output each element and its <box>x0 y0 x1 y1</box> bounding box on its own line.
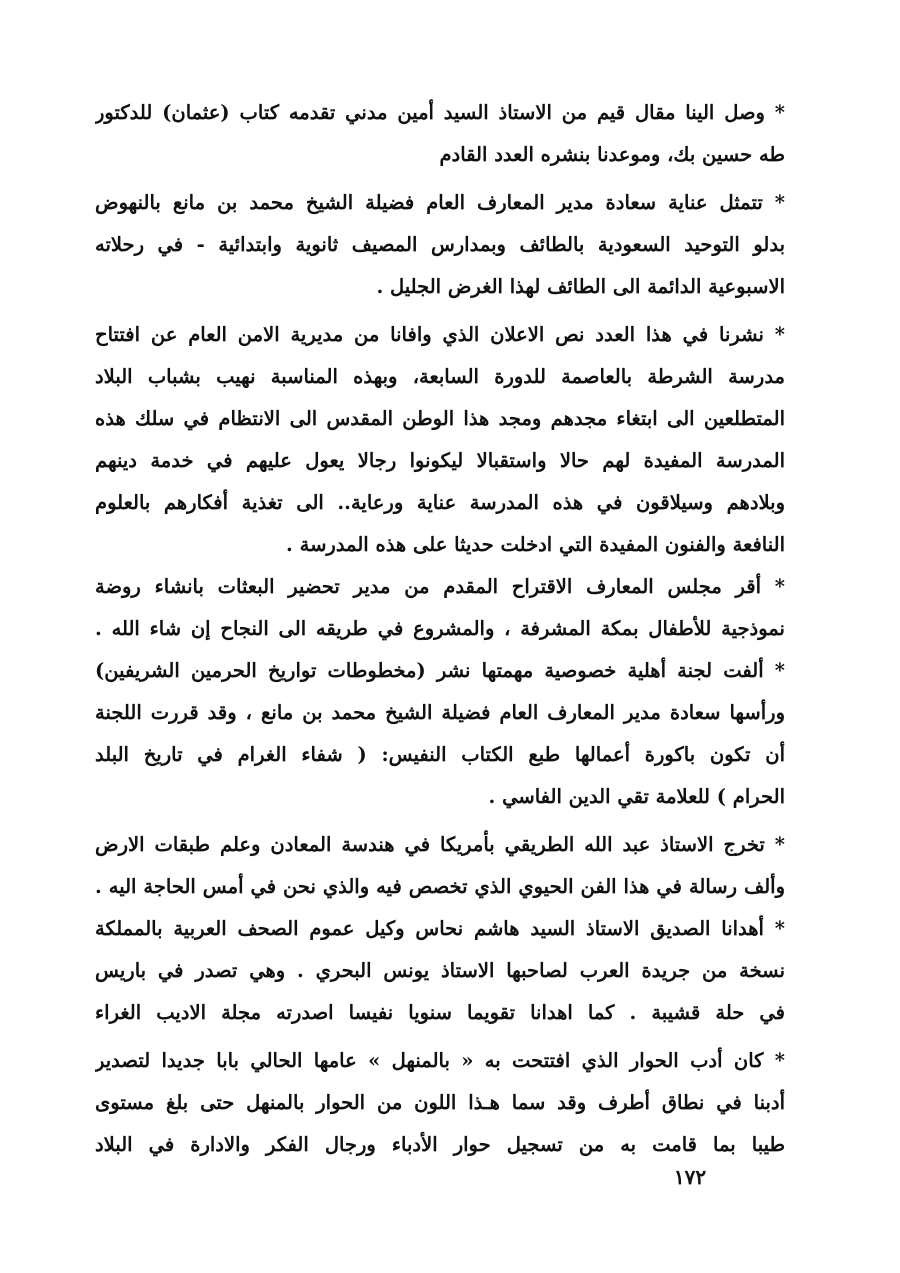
text-line: أدبنا في نطاق أطرف وقد سما هـذا اللون من الحوار بالمنهل حتى بلغ مستوى <box>95 1091 785 1114</box>
text-line: * وصل الينا مقال قيم من الاستاذ السيد أمين مدني تقدمه كتاب (عثمان) للدكتور <box>95 101 785 124</box>
text-line: في حلة قشيبة . كما اهدانا تقويما سنويا نفيسا اصدرته مجلة الاديب الغراء <box>95 1001 785 1024</box>
text-line: المدرسة المفيدة لهم حالا واستقبالا ليكونوا رجالا يعول عليهم في خدمة دينهم <box>95 449 785 472</box>
news-item <box>95 314 785 566</box>
news-item <box>95 650 785 818</box>
text-line: * أقر مجلس المعارف الاقتراح المقدم من مدير تحضير البعثات بانشاء روضة <box>95 575 785 598</box>
text-line: النافعة والفنون المفيدة التي ادخلت حديثا على هذه المدرسة . <box>286 533 785 556</box>
text-line: * تتمثل عناية سعادة مدير المعارف العام فضيلة الشيخ محمد بن مانع بالنهوض <box>95 191 785 214</box>
text-line: * تخرج الاستاذ عبد الله الطريقي بأمريكا في هندسة المعادن وعلم طبقات الارض <box>95 833 785 856</box>
text-line: أن تكون باكورة أعمالها طبع الكتاب النفيس: ( شفاء الغرام في تاريخ البلد <box>95 743 785 766</box>
text-line: الحرام ) للعلامة تقي الدين الفاسي . <box>488 785 785 808</box>
text-line: نموذجية للأطفال بمكة المشرفة ، والمشروع في طريقه الى النجاح إن شاء الله . <box>95 617 785 640</box>
news-item <box>95 908 785 1034</box>
text-line: وألف رسالة في هذا الفن الحيوي الذي تخصص فيه والذي نحن في أمس الحاجة اليه . <box>95 875 785 898</box>
text-line: * نشرنا في هذا العدد نص الاعلان الذي وافانا من مديرية الامن العام عن افتتاح <box>95 323 785 346</box>
text-line: المتطلعين الى ابتغاء مجدهم ومجد هذا الوطن المقدس الى الانتظام في سلك هذه <box>95 407 785 430</box>
text-line: مدرسة الشرطة بالعاصمة للدورة السابعة، وبهذه المناسبة نهيب بشباب البلاد <box>95 365 785 388</box>
text-line: * كان أدب الحوار الذي افتتحت به « بالمنهل » عامها الحالي بابا جديدا لتصدير <box>95 1049 785 1072</box>
text-line: * أهدانا الصديق الاستاذ السيد هاشم نحاس وكيل عموم الصحف العربية بالمملكة <box>95 917 785 940</box>
news-item <box>95 824 785 908</box>
text-line: الاسبوعية الدائمة الى الطائف لهذا الغرض الجليل . <box>376 275 785 298</box>
news-item <box>95 1040 785 1166</box>
text-line: * ألفت لجنة أهلية خصوصية مهمتها نشر (مخطوطات تواريخ الحرمين الشريفين) <box>95 659 785 682</box>
text-line: بدلو التوحيد السعودية بالطائف وبمدارس المصيف ثانوية وابتدائية - في رحلاته <box>95 233 785 256</box>
text-line: طه حسين بك، وموعدنا بنشره العدد القادم <box>439 143 785 166</box>
text-line: نسخة من جريدة العرب لصاحبها الاستاذ يونس البحري . وهي تصدر في باريس <box>95 959 785 982</box>
text-line: وبلادهم وسيلاقون في هذه المدرسة عناية ورعاية.. الى تغذية أفكارهم بالعلوم <box>95 491 785 514</box>
text-line: ورأسها سعادة مدير المعارف العام فضيلة الشيخ محمد بن مانع ، وقد قررت اللجنة <box>95 701 785 724</box>
news-item <box>95 566 785 650</box>
article-text <box>95 92 785 1166</box>
news-item <box>95 182 785 308</box>
news-item <box>95 92 785 176</box>
page-number: ١٧٢ <box>673 1165 707 1189</box>
text-line: طيبا بما قامت به من تسجيل حوار الأدباء ورجال الفكر والادارة في البلاد <box>95 1133 785 1156</box>
